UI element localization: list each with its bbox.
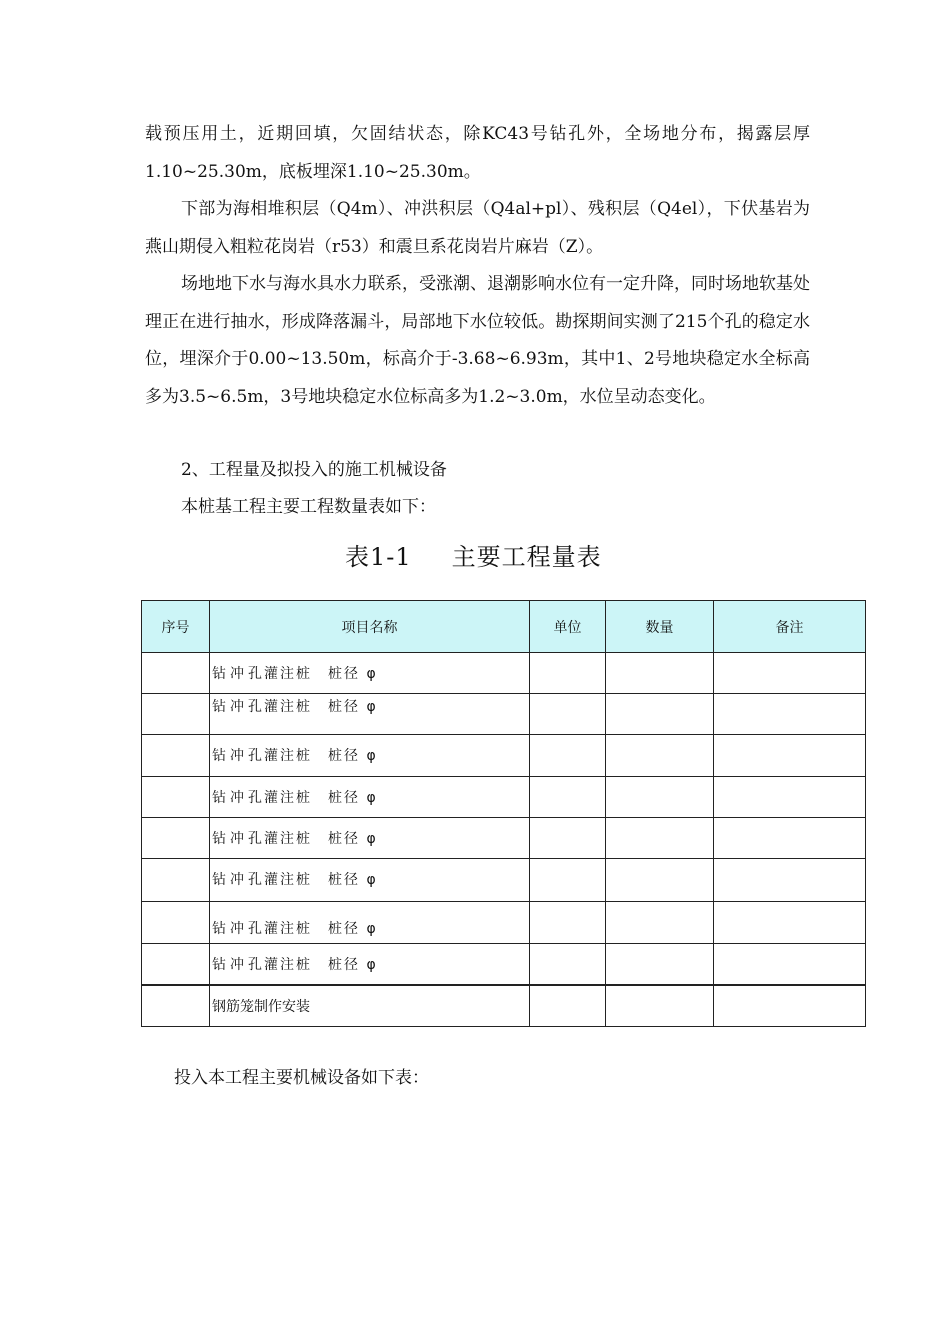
cell-item [210,735,530,777]
cell-item [210,902,530,944]
cell-quantity [606,902,714,944]
cell-remark [714,818,866,859]
table-row [142,902,866,944]
table-row [142,653,866,694]
table-row [142,985,866,1027]
table-title-number: 表1-1 [345,543,412,571]
cell-seq [142,777,210,818]
pile-item-name: 钻 冲 孔灌注桩 桩径 φ [212,748,378,764]
cell-quantity [606,653,714,694]
table-title-text: 主要工程量表 [451,543,602,571]
pile-item-name: 钻 冲 孔灌注桩 桩径 φ [212,699,378,715]
rebar-cage-item: 钢筋笼制作安装 [212,998,310,1015]
table-row [142,777,866,818]
cell-item [210,818,530,859]
table-row [142,859,866,902]
cell-remark [714,653,866,694]
table-row [142,818,866,859]
header-remark: 备注 [714,601,866,653]
table-title [345,539,602,575]
cell-quantity [606,735,714,777]
header-unit: 单位 [530,601,606,653]
paragraph-strata: 下部为海相堆积层（Q4m）、冲洪积层（Q4al+pl）、残积层（Q4el），下伏基岩为燕山期侵入粗粒花岗岩（r53）和震旦系花岗岩片麻岩（Z）。 [145,199,810,257]
pile-item-name: 钻 冲 孔灌注桩 桩径 φ [212,666,378,682]
cell-quantity [606,944,714,985]
cell-unit [530,653,606,694]
cell-item [210,985,530,1027]
cell-remark [714,859,866,902]
cell-seq [142,859,210,902]
cell-remark [714,735,866,777]
header-quantity: 数量 [606,601,714,653]
pile-item-name: 钻 冲 孔灌注桩 桩径 φ [212,790,378,806]
cell-item [210,777,530,818]
cell-unit [530,902,606,944]
quantity-table [141,600,866,1027]
cell-seq [142,818,210,859]
cell-quantity [606,985,714,1027]
cell-seq [142,653,210,694]
pile-item-name: 钻 冲 孔灌注桩 桩径 φ [212,831,378,847]
cell-unit [530,859,606,902]
cell-remark [714,777,866,818]
cell-quantity [606,777,714,818]
header-seq: 序号 [142,601,210,653]
table-row [142,735,866,777]
cell-unit [530,944,606,985]
cell-unit [530,818,606,859]
equipment-intro: 投入本工程主要机械设备如下表： [174,1068,429,1088]
cell-unit [530,985,606,1027]
header-item: 项目名称 [210,601,530,653]
table-header-row [142,601,866,653]
pile-item-name: 钻 冲 孔灌注桩 桩径 φ [212,872,378,888]
cell-seq [142,944,210,985]
table-row [142,944,866,985]
table-intro: 本桩基工程主要工程数量表如下： [181,497,436,517]
cell-seq [142,694,210,735]
cell-unit [530,777,606,818]
cell-remark [714,944,866,985]
paragraph-groundwater: 场地地下水与海水具水力联系，受涨潮、退潮影响水位有一定升降，同时场地软基处理正在进行抽水，形成降落漏斗，局部地下水位较低。勘探期间实测了215个孔的稳定水位，埋深介于0.00~13.50m，标高介于-3.68~6.93m，其中1、2号地块稳定水全标高多为3.5~6.5m，3号地块稳定水位标高多为1.2~3.0m，水位呈动态变化。 [145,274,810,407]
cell-item [210,859,530,902]
cell-remark [714,902,866,944]
cell-remark [714,985,866,1027]
cell-unit [530,735,606,777]
pile-item-name: 钻 冲 孔灌注桩 桩径 φ [212,921,378,937]
cell-unit [530,694,606,735]
paragraph-fill-layer: 载预压用土，近期回填，欠固结状态，除KC43号钻孔外，全场地分布，揭露层厚1.10~25.30m，底板埋深1.10~25.30m。 [145,124,810,182]
cell-quantity [606,818,714,859]
cell-seq [142,902,210,944]
pile-item-name: 钻 冲 孔灌注桩 桩径 φ [212,957,378,973]
cell-quantity [606,694,714,735]
cell-seq [142,985,210,1027]
cell-item [210,653,530,694]
table-row [142,694,866,735]
cell-remark [714,694,866,735]
cell-item [210,694,530,735]
cell-quantity [606,859,714,902]
cell-item [210,944,530,985]
cell-seq [142,735,210,777]
section-heading: 2、工程量及拟投入的施工机械设备 [181,460,447,480]
